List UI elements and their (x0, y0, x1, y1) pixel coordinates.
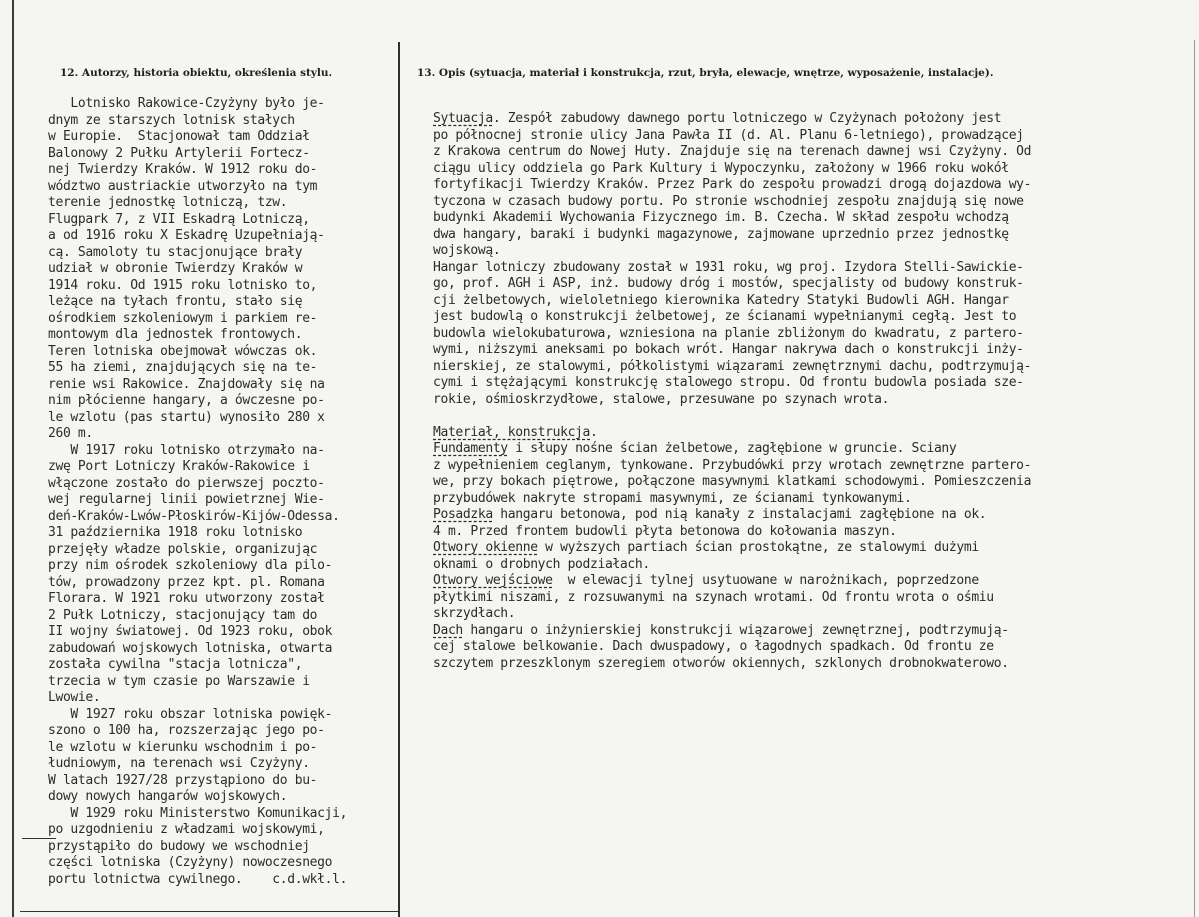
description-text: cej stalowe belkowanie. Dach dwuspadowy, o łagodnych spadkach. Od frontu ze (433, 639, 994, 654)
description-line (433, 243, 1133, 260)
history-line: 55 ha ziemi, znajdujących się na te- (48, 360, 318, 375)
description-line (433, 210, 1133, 227)
section-13-heading: 13. Opis (sytuacja, materiał i konstrukcja, rzut, bryła, elewacje, wnętrze, wyposażenie, instalacje). (417, 67, 994, 79)
section-title: Fundamenty (433, 441, 508, 456)
description-line (433, 359, 1133, 376)
history-line: tów, prowadzony przez kpt. pl. Romana (48, 574, 325, 590)
description-text: wojskową. (433, 243, 501, 258)
history-line: Lwowie. (48, 690, 101, 705)
description-text: wymi, niższymi aneksami po bokach wrót. Hangar nakrywa dach o konstrukcji inży- (433, 342, 1024, 357)
description-text: rokie, ośmioskrzydłowe, stalowe, przesuwane po szynach wrota. (433, 391, 890, 407)
history-line: ośrodkiem szkoleniowym i parkiem re- (48, 310, 318, 326)
description-line (433, 540, 1133, 557)
section-12-heading: 12. Autorzy, historia obiektu, określenia stylu. (60, 67, 333, 79)
description-line (433, 474, 1133, 491)
history-line: Lotnisko Rakowice-Czyżyny było je- (48, 96, 325, 111)
history-line: leżące na tyłach frontu, stało się (48, 294, 303, 309)
history-line: 260 m. (48, 426, 93, 441)
description-text: fortyfikacji Twierdzy Kraków. Przez Park do zespołu prowadzi drogą dojazdowa wy- (433, 177, 1032, 192)
description-line (433, 392, 1133, 409)
description-line (433, 111, 1133, 128)
description-line (433, 408, 1133, 425)
history-line: W 1917 roku lotnisko otrzymało na- (48, 442, 325, 458)
description-text: budynki Akademii Wychowania Fizycznego im. B. Czecha. W skład zespołu wchodzą (433, 210, 1009, 225)
description-line (433, 194, 1133, 211)
description-line (433, 656, 1133, 673)
bottom-rule (20, 911, 398, 912)
description-line (433, 276, 1133, 293)
description-column (433, 111, 1133, 672)
description-text: cji żelbetowych, wieloletniego kierownika Katedry Statyki Budowli AGH. Hangar (433, 292, 1009, 308)
history-line: wej regularnej linii powietrznej Wie- (48, 492, 325, 507)
history-line: wództwo austriackie utworzyło na tym (48, 178, 318, 194)
description-line (433, 326, 1133, 343)
history-line: terenie jednostkę lotniczą, tzw. (48, 195, 288, 210)
description-line (433, 491, 1133, 508)
history-line: przy nim ośrodek szkoleniowy dla pilo- (48, 558, 333, 573)
history-line: 31 października 1918 roku lotnisko (48, 525, 303, 540)
history-line: 1914 roku. Od 1915 roku lotnisko to, (48, 277, 318, 293)
section-title: Posadzka (433, 507, 493, 522)
history-line: montowym dla jednostek frontowych. (48, 327, 303, 342)
history-line: nej Twierdzy Kraków. W 1912 roku do- (48, 162, 318, 177)
description-text: przybudówek nakryte stropami masywnymi, ze ścianami tynkowanymi. (433, 490, 912, 506)
description-line (433, 227, 1133, 244)
strike-mark (22, 838, 56, 839)
description-text: jest budowlą o konstrukcji żelbetowej, ze ścianami wypełnianymi cegłą. Jest to (433, 309, 1017, 324)
history-line: po uzgodnieniu z władzami wojskowymi, (48, 822, 325, 837)
description-line (433, 557, 1133, 574)
history-line: 2 Pułk Lotniczy, stacjonujący tam do (48, 607, 318, 623)
description-text: budowla wielokubaturowa, wzniesiona na planie zbliżonym do kwadratu, z partero- (433, 325, 1024, 341)
description-line (433, 639, 1133, 656)
section-title: Otwory wejściowe (433, 573, 553, 588)
description-text: . (590, 424, 598, 440)
history-line: renie wsi Rakowice. Znajdowały się na (48, 376, 325, 392)
description-line (433, 342, 1133, 359)
description-line (433, 128, 1133, 145)
history-line: le wzlotu w kierunku wschodnim i po- (48, 739, 318, 755)
description-line (433, 260, 1133, 277)
description-text: z Krakowa centrum do Nowej Huty. Znajduje się na terenach dawnej wsi Czyżyny. Od (433, 144, 1032, 159)
description-text: skrzydłach. (433, 606, 516, 621)
description-text: hangaru betonowa, pod nią kanały z instalacjami zagłębione na ok. (492, 507, 987, 522)
history-line: zabudowań wojskowych lotniska, otwarta (48, 640, 333, 656)
description-text: w wyższych partiach ścian prostokątne, ze stalowymi dużymi (537, 540, 979, 555)
history-line: deń-Kraków-Lwów-Płoskirów-Kijów-Odessa. (48, 508, 340, 524)
description-text: cymi i stężającymi konstrukcję stalowego stropu. Od frontu budowla posiada sze- (433, 375, 1024, 390)
history-line: trzecia w tym czasie po Warszawie i (48, 673, 310, 689)
description-line (433, 441, 1133, 458)
history-line: w Europie. Stacjonował tam Oddział (48, 129, 310, 144)
history-line: W latach 1927/28 przystąpiono do bu- (48, 772, 318, 788)
description-line (433, 293, 1133, 310)
history-column (48, 96, 393, 888)
history-line: a od 1916 roku X Eskadrę Uzupełniają- (48, 228, 325, 243)
history-line: części lotniska (Czyżyny) nowoczesnego (48, 855, 333, 870)
history-line: łudniowym, na terenach wsi Czyżyny. (48, 756, 310, 771)
history-line: dowy nowych hangarów wojskowych. (48, 789, 288, 804)
section-title: Otwory okienne (433, 540, 538, 555)
history-line: Florara. W 1921 roku utworzony został (48, 591, 325, 606)
history-line: Flugpark 7, z VII Eskadrą Lotniczą, (48, 211, 310, 227)
history-line: dnym ze starszych lotnisk stałych (48, 112, 295, 128)
description-text: z wypełnieniem ceglanym, tynkowane. Przybudówki przy wrotach zewnętrzne partero- (433, 457, 1032, 473)
history-line: włączone zostało do pierwszej poczto- (48, 475, 325, 491)
section-title: Sytuacja (433, 111, 493, 126)
description-line (433, 623, 1133, 640)
history-line: W 1927 roku obszar lotniska powięk- (48, 706, 333, 722)
description-text: . Zespół zabudowy dawnego portu lotniczego w Czyżynach położony jest (492, 111, 1002, 126)
description-text: po północnej stronie ulicy Jana Pawła II (d. Al. Planu 6-letniego), prowadzącej (433, 127, 1024, 143)
description-line (433, 573, 1133, 590)
description-line (433, 309, 1133, 326)
history-line: le wzlotu (pas startu) wynosiło 280 x (48, 409, 325, 425)
description-text: we, przy bokach piętrowe, połączone masywnymi klatkami schodowymi. Pomieszczenia (433, 474, 1032, 489)
description-line (433, 524, 1133, 541)
history-line: portu lotnictwa cywilnego. c.d.wkł.l. (48, 871, 348, 887)
description-text: Hangar lotniczy zbudowany został w 1931 roku, wg proj. Izydora Stelli-Sawickie- (433, 259, 1024, 275)
history-line: została cywilna "stacja lotnicza", (48, 657, 303, 672)
description-text: szczytem przeszklonym szeregiem otworów okiennych, szklonych drobnokwaterowo. (433, 655, 1009, 671)
description-line (433, 458, 1133, 475)
description-text: i słupy nośne ścian żelbetowe, zagłębione w gruncie. Ściany (507, 441, 957, 456)
description-line (433, 606, 1133, 623)
page-right-edge (1194, 40, 1195, 917)
section-title: Materiał, konstrukcja (433, 424, 591, 440)
history-line: Balonowy 2 Pułku Artylerii Fortecz- (48, 145, 310, 161)
history-line: przystąpiło do budowy we wschodniej (48, 838, 310, 854)
description-line (433, 161, 1133, 178)
description-text: 4 m. Przed frontem budowli płyta betonowa do kołowania maszyn. (433, 523, 897, 539)
description-text: ciągu ulicy oddziela go Park Kultury i Wypoczynku, założony w 1966 roku wokół (433, 160, 1009, 176)
description-text: w elewacji tylnej usytuowane w narożnikach, poprzedzone (552, 573, 979, 588)
history-line: cą. Samoloty tu stacjonujące brały (48, 244, 303, 260)
description-text: dwa hangary, baraki i budynki magazynowe, zajmowane uprzednio przez jednostkę (433, 226, 1009, 242)
history-line: szono o 100 ha, rozszerzając jego po- (48, 723, 325, 738)
description-line (433, 425, 1133, 442)
page-left-border (12, 0, 14, 917)
history-line: nim płócienne hangary, a ówczesne po- (48, 393, 325, 408)
description-line (433, 375, 1133, 392)
description-text: go, prof. AGH i ASP, inż. budowy dróg i mostów, specjalisty od budowy konstruk- (433, 276, 1024, 291)
description-line (433, 177, 1133, 194)
history-line: W 1929 roku Ministerstwo Komunikacji, (48, 805, 348, 821)
description-line (433, 507, 1133, 524)
description-text: płytkimi niszami, z rozsuwanymi na szynach wrotami. Od frontu wrota o ośmiu (433, 589, 994, 605)
description-text: hangaru o inżynierskiej konstrukcji wiązarowej zewnętrznej, podtrzymują- (462, 622, 1009, 638)
history-line: Teren lotniska obejmował wówczas ok. (48, 343, 318, 359)
description-text: tyczona w czasach budowy portu. Po stronie wschodniej zespołu znajdują się nowe (433, 193, 1024, 209)
history-line: udział w obronie Twierdzy Kraków w (48, 261, 303, 276)
description-text: nierskiej, ze stalowymi, półkolistymi wiązarami zewnętrznymi dachu, podtrzymują- (433, 358, 1032, 374)
history-line: przejęły władze polskie, organizując (48, 541, 318, 557)
description-line (433, 144, 1133, 161)
column-divider (398, 42, 400, 917)
description-line (433, 590, 1133, 607)
history-line: zwę Port Lotniczy Kraków-Rakowice i (48, 459, 310, 474)
description-text: oknami o drobnych podziałach. (433, 556, 650, 572)
section-title: Dach (433, 622, 463, 638)
history-line: II wojny światowej. Od 1923 roku, obok (48, 624, 333, 639)
